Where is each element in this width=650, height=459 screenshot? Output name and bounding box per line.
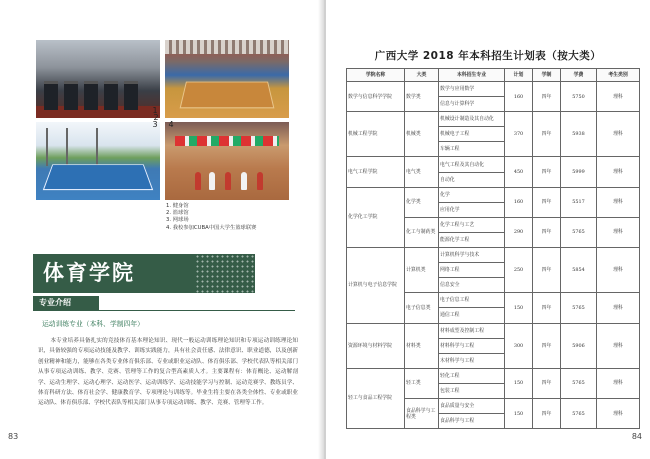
treadmill: [64, 81, 78, 110]
college-cell: 资源环境与材料学院: [347, 323, 405, 368]
treadmill: [84, 81, 98, 110]
photo-tag-3: 3: [152, 120, 158, 129]
plan-cell: 450: [505, 157, 533, 187]
caption-1: 1. 健身馆: [166, 203, 189, 209]
enrollment-table: [346, 68, 640, 429]
category-cell: 食品科学与工程类: [405, 398, 439, 428]
major-cell: 能源化学工程: [439, 232, 505, 247]
photo-gym: [36, 40, 160, 118]
header-plan: 计划: [505, 69, 533, 82]
photo-tag-1: 1: [152, 106, 158, 115]
major-cell: 数学与应用数学: [439, 82, 505, 97]
caption-4: 4. 我校参加CUBA中国大学生篮球联赛: [166, 224, 257, 231]
plan-cell: 160: [505, 187, 533, 217]
major-cell: 车辆工程: [439, 142, 505, 157]
category-cell: 电气类: [405, 157, 439, 187]
photo-tag-2: 2: [153, 113, 159, 122]
type-cell: 理科: [597, 187, 640, 217]
category-cell: 材料类: [405, 323, 439, 368]
header-category: 大类: [405, 69, 439, 82]
major-cell: 化学: [439, 187, 505, 202]
header-majors: 本科招生专业: [439, 69, 505, 82]
photo-captions: [166, 203, 256, 232]
header-fee: 学费: [561, 69, 597, 82]
major-cell: 信息与计算科学: [439, 97, 505, 112]
major-cell: 木材科学与工程: [439, 353, 505, 368]
sub-title: 专业介绍: [33, 296, 99, 310]
major-line: 运动训练专业（本科、学制四年）: [42, 320, 144, 328]
fee-cell: 5765: [561, 398, 597, 428]
major-cell: 应用化学: [439, 202, 505, 217]
category-cell: 电子信息类: [405, 293, 439, 323]
category-cell: 轻工类: [405, 368, 439, 398]
category-cell: 计算机类: [405, 248, 439, 293]
college-cell: 数学与信息科学学院: [347, 82, 405, 112]
plan-cell: 150: [505, 398, 533, 428]
table-row: [347, 157, 640, 172]
header-college: 学院名称: [347, 69, 405, 82]
fee-cell: 5765: [561, 293, 597, 323]
type-cell: 理科: [597, 248, 640, 293]
major-cell: 机械电子工程: [439, 127, 505, 142]
right-page: [326, 0, 650, 459]
table-title: 广西大学 2018 年本科招生计划表（按大类）: [374, 50, 602, 62]
photo-basketball: [165, 122, 289, 200]
category-cell: 数学类: [405, 82, 439, 112]
page-number-left: 83: [8, 432, 19, 441]
table-row: [347, 187, 640, 202]
header-years: 学制: [533, 69, 561, 82]
table-row: [347, 248, 640, 263]
caption-2: 2. 篮球馆: [166, 210, 189, 217]
category-cell: 机械类: [405, 112, 439, 157]
fee-cell: 5999: [561, 157, 597, 187]
type-cell: 理科: [597, 112, 640, 157]
college-cell: 化学化工学院: [347, 187, 405, 247]
left-page: [0, 0, 324, 459]
years-cell: 四年: [533, 398, 561, 428]
intro-paragraph: 本专业培养具备扎实的竞技体育基本理论知识、现代一般运动训练理论知识和专项运动训练理论知识，具备较强的专项运动技能及教学、训练实践能力，具有社会责任感、法律意识、职业道德，以及创新创业精神和能力，能够在各类专业体育俱乐部、专业或职业运动队、体育俱乐部、学校代表队等相关部门从事专项运动训练、教学、竞赛、管理等工作的复合型高素质人才。主要课程有：体育概论、运动解剖学、运动生理学、运动心理学、运动医学、运动训练学、运动技能学习与控制、运动竞赛学、教练员学、体育科研方法、体育社会学、健康教育学、专项理论与训练等。毕业生将主要在各类全体性、专业或职业运动队、体育俱乐部、学校代表队等相关部门从事专项运动训练、教学、竞赛、管理等工作。: [38, 338, 298, 407]
major-cell: 机械设计制造及其自动化: [439, 112, 505, 127]
years-cell: 四年: [533, 112, 561, 157]
years-cell: 四年: [533, 323, 561, 368]
plan-cell: 250: [505, 248, 533, 293]
major-cell: 电气工程及其自动化: [439, 157, 505, 172]
plan-cell: 160: [505, 82, 533, 112]
fee-cell: 5938: [561, 112, 597, 157]
plan-cell: 370: [505, 112, 533, 157]
major-cell: 材料成型及控制工程: [439, 323, 505, 338]
major-cell: 通信工程: [439, 308, 505, 323]
major-cell: 计算机科学与技术: [439, 248, 505, 263]
light-pole: [96, 128, 98, 166]
table-row: [347, 82, 640, 97]
years-cell: 四年: [533, 82, 561, 112]
player: [225, 172, 231, 190]
major-cell: 化学工程与工艺: [439, 217, 505, 232]
type-cell: 理科: [597, 157, 640, 187]
major-cell: 轻化工程: [439, 368, 505, 383]
category-cell: 化学类: [405, 187, 439, 217]
type-cell: 理科: [597, 323, 640, 368]
type-cell: 理科: [597, 82, 640, 112]
major-cell: 包装工程: [439, 383, 505, 398]
plan-cell: 150: [505, 293, 533, 323]
type-cell: 理科: [597, 368, 640, 398]
caption-3: 3. 网球场: [166, 217, 189, 224]
years-cell: 四年: [533, 293, 561, 323]
major-cell: 电子信息工程: [439, 293, 505, 308]
player: [209, 172, 215, 190]
plan-cell: 290: [505, 217, 533, 247]
light-pole: [46, 128, 48, 166]
header-type: 考生类别: [597, 69, 640, 82]
table-row: [347, 323, 640, 338]
fee-cell: 5765: [561, 368, 597, 398]
fee-cell: 5765: [561, 217, 597, 247]
photo-tennis: [36, 122, 160, 200]
fee-cell: 5854: [561, 248, 597, 293]
page-number-right: 84: [631, 432, 642, 441]
arena-roof: [165, 40, 289, 54]
arena-court: [180, 82, 275, 109]
treadmill: [124, 81, 138, 110]
player: [241, 172, 247, 190]
photo-arena: [165, 40, 289, 118]
player: [257, 172, 263, 190]
table-row: [347, 368, 640, 383]
years-cell: 四年: [533, 368, 561, 398]
treadmill: [44, 81, 58, 110]
years-cell: 四年: [533, 157, 561, 187]
fee-cell: 5906: [561, 323, 597, 368]
court-banner: [175, 136, 279, 146]
fee-cell: 5517: [561, 187, 597, 217]
plan-cell: 150: [505, 368, 533, 398]
type-cell: 理科: [597, 398, 640, 428]
college-cell: 轻工与食品工程学院: [347, 368, 405, 428]
major-cell: 自动化: [439, 172, 505, 187]
tennis-court: [43, 164, 153, 190]
fee-cell: 5750: [561, 82, 597, 112]
major-cell: 网络工程: [439, 263, 505, 278]
section-banner: [33, 254, 255, 293]
plan-cell: 300: [505, 323, 533, 368]
treadmill: [104, 81, 118, 110]
type-cell: 理科: [597, 293, 640, 323]
major-cell: 信息安全: [439, 278, 505, 293]
major-cell: 食品科学与工程: [439, 414, 505, 429]
college-cell: 机械工程学院: [347, 112, 405, 157]
player: [195, 172, 201, 190]
years-cell: 四年: [533, 187, 561, 217]
years-cell: 四年: [533, 248, 561, 293]
banner-dot-pattern: [195, 254, 255, 293]
table-header-row: [347, 69, 640, 82]
category-cell: 化工与制药类: [405, 217, 439, 247]
photo-tag-4: 4: [168, 120, 174, 129]
type-cell: 理科: [597, 217, 640, 247]
major-cell: 材料科学与工程: [439, 338, 505, 353]
college-cell: 计算机与电子信息学院: [347, 248, 405, 323]
college-cell: 电气工程学院: [347, 157, 405, 187]
years-cell: 四年: [533, 217, 561, 247]
table-row: [347, 112, 640, 127]
major-cell: 食品质量与安全: [439, 398, 505, 413]
light-pole: [66, 128, 68, 166]
section-title: 体育学院: [43, 261, 135, 285]
sub-title-rule: [33, 310, 295, 311]
